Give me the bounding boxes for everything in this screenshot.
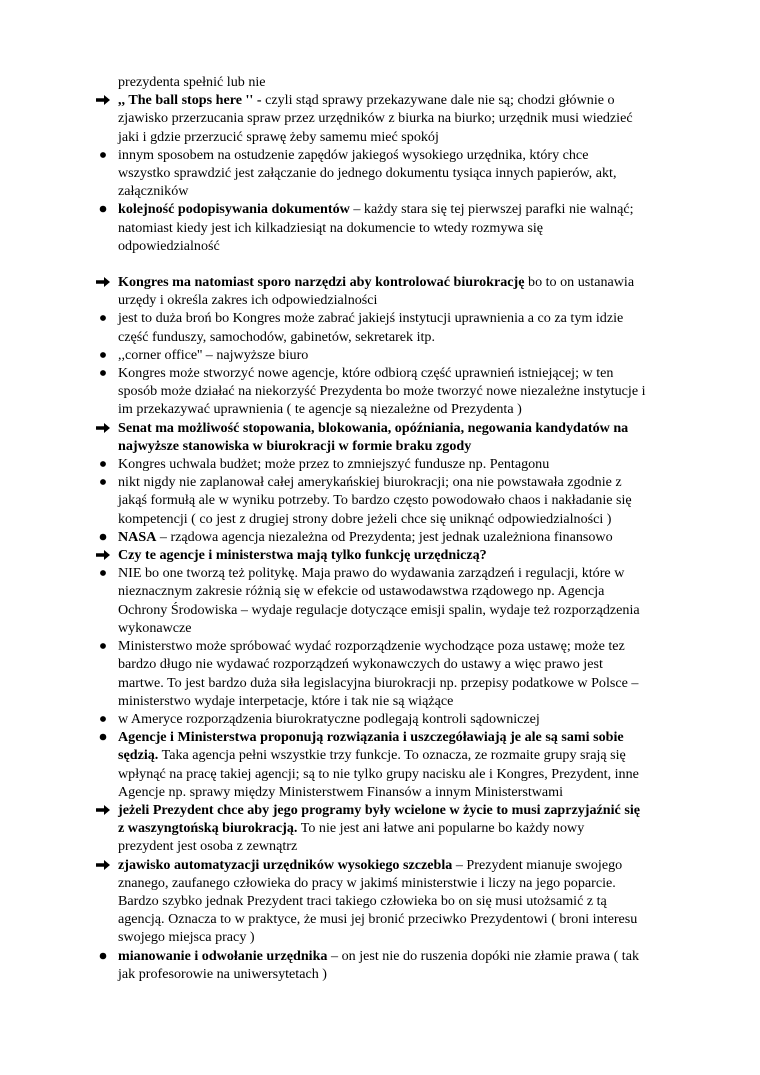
text-line [118,856,680,874]
text: znanego, zaufanego człowieka do pracy w jakimś ministerstwie i liczy na jego poparcie. [118,874,616,891]
list-item [0,856,680,947]
text-line [118,692,680,710]
text: wszystko sprawdzić jest załączanie do jednego dokumentu tysiąca innych papierów, akt, [118,165,617,182]
bold-text: sędzią. [118,747,159,764]
bold-text: jeżeli Prezydent chce aby jego programy były wcielone w życie to musi zaprzyjaźnić się [118,801,640,818]
text-line [118,164,680,182]
text-line [118,546,680,564]
text: prezydenta spełnić lub nie [118,74,266,90]
paragraph-spacer [0,255,760,273]
arrow-bullet-icon [92,419,114,437]
text-line [118,928,680,946]
text-line [118,109,680,127]
text: nieznacznym zakresie różnią się w efekcie od ustawodawstwa rządowego np. Agencja [118,583,605,600]
text-line [118,346,680,364]
text-line [118,73,680,91]
text: Ochrony Środowiska – wydaje regulacje dotyczące emisji spalin, wydaje też rozporządzenia [118,601,640,618]
list-item [0,364,680,419]
text: nikt nigdy nie zaplanował całej amerykańskiej biurokracji; ona nie powstawała zgodnie z [118,474,622,491]
bullet-icon [92,473,114,491]
text-line [118,710,680,728]
text-line [118,728,680,746]
text-line [118,419,680,437]
text-line [118,473,680,491]
bold-text: Senat ma możliwość stopowania, blokowania, opóźniania, negowania kandydatów na [118,419,629,436]
text-line [118,892,680,910]
text-line [118,400,680,418]
text: martwe. To jest bardzo duża siła legislacyjna biurokracji np. przepisy podatkowe w Polsce – [118,674,639,691]
text: czyli stąd sprawy przekazywane dale nie są; chodzi głównie o [265,92,615,109]
text-line [118,382,680,400]
bold-text: Kongres ma natomiast sporo narzędzi aby kontrolować biurokrację [118,274,525,291]
document-body [0,73,760,983]
text: ,,corner office'' – najwyższe biuro [118,346,309,363]
text: zjawisko przerzucania spraw przez urzędników z biurka na biurko; urzędnik musi wiedzieć [118,110,633,127]
text-line [118,637,680,655]
text-line [118,91,680,109]
list-item [0,309,680,345]
text-line [118,328,680,346]
bold-text: mianowanie i odwołanie urzędnika [118,947,328,964]
text-line [118,874,680,892]
bullet-icon [92,200,114,218]
text-line [118,309,680,327]
text: NIE bo one tworzą też politykę. Maja prawo do wydawania zarządzeń i regulacji, które w [118,565,625,582]
text-line [118,837,680,855]
text-line [118,601,680,619]
list-item [0,346,680,364]
bullet-icon [92,146,114,164]
text-line [118,965,680,983]
bullet-icon [92,455,114,473]
list-item [0,91,680,146]
text: Agencje np. sprawy między Ministerstwem Finansów a innym Ministerstwami [118,783,564,800]
bullet-icon [92,528,114,546]
bold-text: NASA [118,528,157,545]
text-line [118,910,680,928]
text-line [118,200,680,218]
text-line [118,146,680,164]
bullet-icon [92,637,114,655]
text: – rządowa agencja niezależna od Prezydenta; jest jednak uzależniona finansowo [156,528,613,545]
bullet-icon [92,346,114,364]
list-item [0,273,680,309]
text-line [118,564,680,582]
text-line [118,510,680,528]
arrow-bullet-icon [92,273,114,291]
text: sposób może działać na niekorzyść Prezydenta bo może tworzyć nowe niezależne instytucje i [118,383,646,400]
text-line [118,819,680,837]
list-item [0,728,680,801]
list-item [0,146,680,201]
text: – Prezydent mianuje swojego [452,856,623,873]
text: swojego miejsca pracy ) [118,929,255,946]
text: Bardzo szybko jednak Prezydent traci takiego człowieka bo on się musi utożsamić z tą [118,892,607,909]
text-line [118,528,680,546]
text-line [118,765,680,783]
list-item [0,528,680,546]
bold-text: kolejność podopisywania dokumentów [118,201,350,218]
text: kompetencji ( co jest z drugiej strony dobre jeżeli chce się uniknąć odpowiedzialności ) [118,510,612,527]
continuation-paragraph [0,73,680,91]
text: Ministerstwo może spróbować wydać rozporządzenie wychodzące poza ustawę; może tez [118,638,625,655]
text: Taka agencja pełni wszystkie trzy funkcje. To oznacza, ze rozmaite grupy srają się [158,747,626,764]
text: urzędy i określa zakres ich odpowiedzialności [118,292,378,309]
text: im przekazywać uprawnienia ( te agencje są niezależne od Prezydenta ) [118,401,522,418]
text: prezydent jest osoba z zewnątrz [118,838,298,855]
bullet-icon [92,947,114,965]
list-item [0,546,680,564]
bold-text: najwyższe stanowiska w biurokracji w formie braku zgody [118,437,472,454]
text-line [118,947,680,965]
text-line [118,455,680,473]
text-line [118,437,680,455]
bold-text: Agencje i Ministerstwa proponują rozwiązania i uszczegóławiają je ale są sami sobie [118,729,624,746]
list-item [0,710,680,728]
text-line [118,219,680,237]
list-item [0,947,680,983]
text: załączników [118,183,189,200]
text: jaki i gdzie przerzucić sprawę żeby samemu mieć spokój [118,128,439,145]
bullet-icon [92,564,114,582]
text-line [118,655,680,673]
list-item [0,455,680,473]
list-item [0,419,680,455]
text-line [118,364,680,382]
bullet-icon [92,710,114,728]
list-item [0,200,680,255]
text-line [118,291,680,309]
text-line [118,801,680,819]
text: – każdy stara się tej pierwszej parafki nie walnąć; [349,201,634,218]
text-line [118,182,680,200]
text: w Ameryce rozporządzenia biurokratyczne podlegają kontroli sądowniczej [118,710,540,727]
text: ministerstwo wydaje interpetacje, które i tak nie są wiążące [118,692,454,709]
text-line [118,783,680,801]
bold-text: zjawisko automatyzacji urzędników wysokiego szczebla [118,856,453,873]
text: wpłynąć na pracę takiej agencji; są to nie tylko grupy nacisku ale i Kongres, Prezydent, inne [118,765,639,782]
bullet-icon [92,728,114,746]
bold-text: Czy te agencje i ministerstwa mają tylko funkcję urzędniczą? [118,547,487,564]
text: natomiast kiedy jest ich kilkadziesiąt na dokumencie to wtedy rozmywa się [118,219,544,236]
bullet-icon [92,364,114,382]
text: bo to on ustanawia [524,274,635,291]
text-line [118,619,680,637]
arrow-bullet-icon [92,546,114,564]
text: To nie jest ani łatwe ani popularne bo każdy nowy [297,820,585,837]
arrow-bullet-icon [92,856,114,874]
list-item [0,564,680,637]
text-line [118,237,680,255]
text-line [118,128,680,146]
list-item [0,637,680,710]
text: jak profesorowie na uniwersytetach ) [118,965,327,982]
text: Kongres może stworzyć nowe agencje, które odbiorą część uprawnień istniejącej; w ten [118,365,614,382]
bullet-icon [92,309,114,327]
list-item [0,473,680,528]
arrow-bullet-icon [92,91,114,109]
text: agencją. Oznacza to w praktyce, że musi jej bronić przeciwko Prezydentowi ( broni interesu [118,911,638,928]
arrow-bullet-icon [92,801,114,819]
text-line [118,491,680,509]
text: – on jest nie do ruszenia dopóki nie złamie prawa ( tak [327,947,640,964]
list-item [0,801,680,856]
text: wykonawcze [118,619,192,636]
text: innym sposobem na ostudzenie zapędów jakiegoś wysokiego urzędnika, który chce [118,146,589,163]
text: bardzo długo nie wydawać rozporządzeń wykonawczych do ustawy a więc prawo jest [118,656,603,673]
text: część funduszy, samochodów, gabinetów, sekretarek itp. [118,328,435,345]
text: jakąś formułą ale w wyniku potrzeby. To bardzo często powodowało chaos i nakładanie się [118,492,632,509]
bold-text: ,, The ball stops here '' - [118,92,266,109]
text: odpowiedzialność [118,237,220,254]
text-line [118,746,680,764]
text-line [118,273,680,291]
text-line [118,674,680,692]
text-line [118,582,680,600]
bold-text: z waszyngtońską biurokracją. [118,820,298,837]
text: Kongres uchwala budżet; może przez to zmniejszyć fundusze np. Pentagonu [118,456,550,473]
text: jest to duża broń bo Kongres może zabrać jakiejś instytucji uprawnienia a co za tym idzie [118,310,624,327]
